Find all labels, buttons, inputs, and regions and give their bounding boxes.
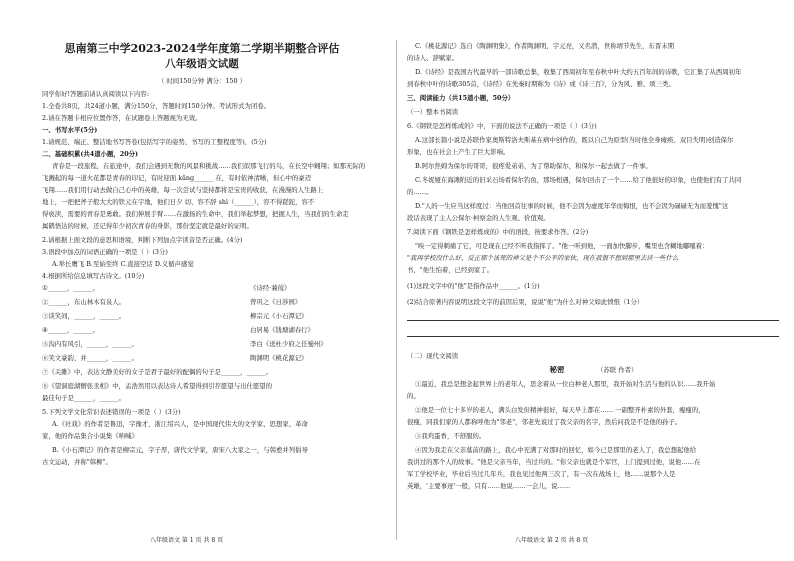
exam-title: 思南第三中学2023-2024学年度第二学期半期整合评估 [64,42,340,55]
answer-line[interactable] [407,336,779,337]
article-paragraph-cont: 的。 [407,392,420,400]
poem-source: 曾巩之《日涉园》 [250,298,302,306]
question-7-excerpt: "我再学校没什么好，反正那个该死的神父是个不公平的家伙，现在我很不想到那里去读一些什么 [407,254,679,262]
page-footer: 八年级语文 第 1 页 共 8 页 [150,537,224,544]
subsection-whole-book: （一）整本书阅读 [407,108,459,116]
passage-line: 飞溅起的每一道火花都是青春的印记，有时迎面 kǎng______ 在，有时依神清晰，但心中的豪迈 [42,174,312,182]
question-6-option-c-cont: 的……。 [407,188,433,196]
question-6-option-b: B.阿尔焦姆为保尔的哥哥，很疼爱弟弟，为了帮助保尔，和保尔一起去做了一件事。 [415,162,652,170]
q5-option-c: C.《桃花源记》选自《陶渊明集》，作者陶渊明，字元亮，又名潜，世称靖节先生，东晋末期 [415,42,675,50]
question-6-option-d: D."人的一生应当这样度过：当他回首往事的时候，他不会因为虚度年华而悔恨，也不会因为碌碌无为而羞愧"这 [415,202,729,210]
question-4: 4.根据所给信息填写古诗文。(10分) [42,272,145,280]
section-3-heading: 三、阅读能力（共15道小题，50分） [407,94,515,102]
poem-source: 陶渊明《桃花源记》 [250,354,308,362]
article-paragraph: ③我鸡蛋香，不舒服的。 [415,432,486,440]
question-5-option-a-cont: 家，他的作品集合小说集《呐喊》 [42,432,138,440]
passage-line: 属鹤悟达的时候，还记得年少初次青春的身影，那份坚定就是最好的证明。 [42,222,253,230]
section-1-heading: 一、书写水平(5分) [42,126,98,134]
page-footer: 八年级语文 第 2 页 共 8 页 [515,537,589,544]
question-6-option-c: C.冬妮娅在海滩附近的旧采石场看保尔钓鱼，那场相遇，保尔回击了一个……给了他很好的印象，也使他们有了共同 [415,176,742,184]
question-7-excerpt: "唉一定得刺痛了它，可是现在已经不听我指挥了。"他一听到他，一面加快脚步，嘴里也含糊地嘟囔着： [415,242,709,250]
answer-line[interactable] [407,320,779,321]
question-7-1: (1)这段文字中的"他"是指作品中______。(1分) [407,282,540,290]
subsection-modern-reading: （二）现代文阅读 [407,352,459,360]
poem-blank: ⑥笑文豪韵，并______，______。 [42,354,138,362]
article-paragraph-cont: 军工学校毕业，毕业后当过几年兵，我也见过他两三次了，有一次在战场上，他……说那个人是 [407,470,676,478]
article-paragraph: ①最近，我总是想念起世界上的老年人，思念着从一位白种老人那里，我开始对生活与他的认识……我开始 [415,380,716,388]
poem-source: 柳宗元《小石潭记》 [250,312,308,320]
rule-1: 1.全卷共8页，共24道小题，满分150分，答题时间150分钟。考试形式为闭卷。 [42,102,271,110]
article-paragraph-cont: 英雄，'主要事迹'一般，只有……他说……一会儿，说…… [407,482,571,490]
article-title: 秘密 [549,366,565,374]
poem-source: 李白《送杜少府之任蜀州》 [250,340,327,348]
question-6-option-a-cont: 形象，也在社会上产生了巨大影响。 [407,148,510,156]
q5-option-d: D.《诗经》是我国古代最早的一部诗歌总集，收集了西周初年至春秋中叶大约五百年间的诗歌，它汇集了从西周初年 [415,68,742,76]
article-paragraph: ④因为我走在父亲墓前的路上，我心中充满了对那时的回忆，如今已是那里的老人了，我总想起他给 [415,446,697,454]
question-6: 6.《钢铁是怎样炼成的》中，下面的说法不正确的一项是（ ）(3分) [407,122,597,130]
question-4-8: ⑧《望洞庭湖赠张丞相》中，孟浩然用以表达诗人希望得到引荐愿望与出仕愿望的 [42,382,273,390]
rule-2: 2.请在答题卡相应位置作答，在试题卷上答题视为无效。 [42,114,202,122]
poem-blank: ③谈笑间，______，______。 [42,312,126,320]
question-3: 3.语段中加点的词语正确的一项是（ ）(3分) [42,248,168,256]
question-3-options: A.举长鹰飞 B.至始至终 C.直接空话 D.义循声感觉 [52,260,194,268]
question-2: 2.请根据上面文段的意思和语境，判断下列加点字读音是否正确。(4分) [42,236,243,244]
poem-source: 白居易《钱塘湖春行》 [250,326,314,334]
question-5-option-b: B.《小石潭记》的作者是柳宗元，字子厚，唐代文学家，唐宋八大家之一，与韩愈并列倡导 [52,446,308,454]
question-6-option-a: A.这部长篇小说是苏联作家奥斯特洛夫斯基在病中创作的，既以自己为原型(当时他全身瘫痪、双目失明)创造保尔 [415,136,734,144]
article-paragraph: ②他是一位七十多岁的老人，满头白发但精神很好，每天早上都在…… 一副整齐朴素的外套，瘦瘦的， [415,406,705,414]
exam-meta: （ 时间150分钟 满分：150 ） [157,77,246,85]
question-4-7: ⑦《关雎》中，表达文静美好的女子是君子最好的配偶的句子是______，______。 [42,368,273,376]
passage-line: 飞翔……我们用行动去做自己心中的英雄，每一次尝试与坚持都将是宝贵的收获，在漫漫的人生路上 [42,186,324,194]
passage-line: 得亵渎，需要的青春是勇敢。我们伸展手臂……在激扬的生命中，我们举起梦想，把握人生，当我们的生命走 [42,210,349,218]
question-4-8-cont: 最佳句子是______，______。 [42,394,126,402]
question-5-option-a: A.《社戏》的作者是鲁迅，字豫才，浙江绍兴人，是中国现代伟大的文学家、思想家、革命 [52,420,308,428]
question-7-excerpt: 书，"他生怕着，已经到家了。 [407,266,494,274]
section-1-desc: 1.请规范、端正、整洁地书写答卷(包括写字的姿势、书写的工整程度等)，(5分) [42,138,267,146]
question-7-2: (2)结合原著内容说明这段文字的前因后果，说说"他"为什么对神父如此愤恨（1分） [407,298,644,306]
question-5: 5.下列文学文化常识表述错误的一项是（ ）(3分) [42,408,181,416]
question-5-option-b-cont: 古文运动，并称"韩柳"。 [42,458,112,466]
q5-option-d-cont: 到春秋中叶的诗歌305首，《诗经》在先秦时期称为《诗》或《诗三百》，分为风、雅、颂三类。 [407,80,675,88]
article-author: （苏联 作者） [597,366,638,374]
poem-blank: ②______，东山林木有泉人。 [42,298,126,306]
section-2-heading: 二、基础积累(共4道小题，20分) [42,150,139,158]
poem-blank: ④______，______。 [42,326,99,334]
exam-page-2 [397,0,794,561]
poem-blank: ⑤沟内有风引，______，______。 [42,340,138,348]
question-6-option-d-cont: 段话表现了主人公保尔·柯察金的人生观、价值观。 [407,214,550,222]
passage-line: 地上，一把把斧子般大大的铁元在宇地，他们日夕 切、容不辞 shì（______），容不得蹉跎，容不 [42,198,315,206]
passage-line: 青春是一段旅程，在旅途中，我们会遇到无数的风景和挑战……我们似那飞行的鸟，在长空中翱翔；如那无际的 [52,162,366,170]
question-7: 7.阅读下面《钢铁是怎样炼成的》中的语段，按要求作答。(2分) [407,228,589,236]
intro-line: 同学你好!答题前请认真阅读以下内容: [42,90,149,98]
q5-option-c-cont: 的诗人、辞赋家。 [407,54,459,62]
poem-blank: ①______，______。 [42,284,99,292]
exam-subtitle: 八年级语文试题 [165,58,239,70]
article-paragraph-cont: 我讲过的那个人的故事。"他是父亲当年，当过兵的。"你父亲也就是个军官，上门提到过他，说他……在 [407,458,701,466]
article-paragraph-cont: 很瘦，同我们家的人都称呼他为"邻老"，邻老先说过了我父亲的名字，然后问我是不是他的孙子。 [407,418,682,426]
poem-source: 《诗经·蒹葭》 [250,284,291,292]
